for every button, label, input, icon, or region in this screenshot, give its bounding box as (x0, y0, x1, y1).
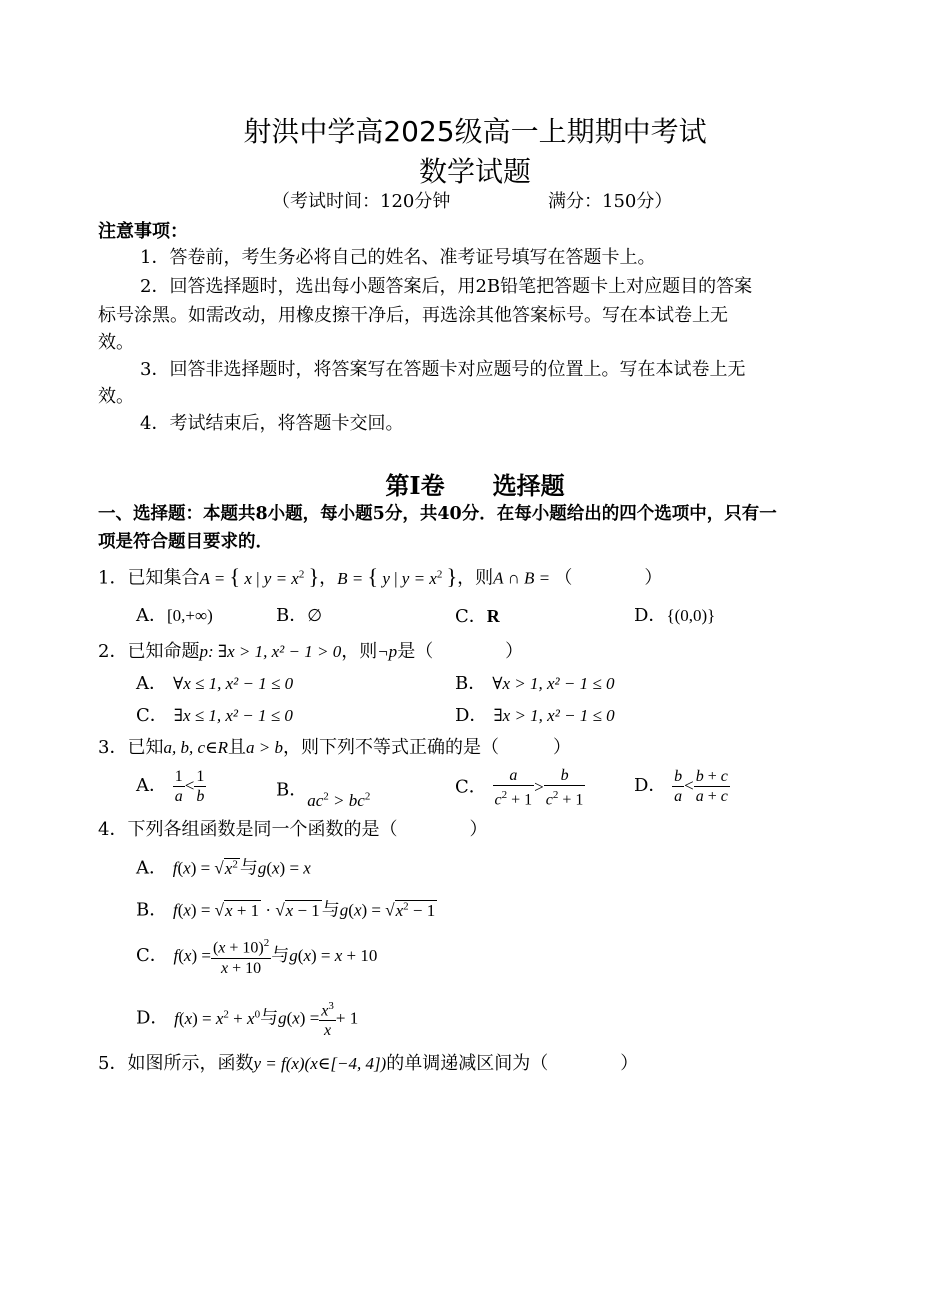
note-item-2-cont: 标号涂黑。如需改动，用橡皮擦干净后，再选涂其他答案标号。写在本试卷上无 (98, 305, 728, 326)
exam-subtitle: 数学试题 (418, 155, 531, 188)
q1-option-b: B．∅ (276, 605, 323, 626)
q1-set-b: B = { y | $y = x^2$ } (337, 563, 458, 589)
question-3: 3．已知a, b, c∈R且a > b，则下列不等式正确的是（ ） (98, 737, 571, 758)
section-instructions: 一、选择题：本题共8小题，每小题5分，共40分．在每小题给出的四个选项中，只有一 (98, 504, 777, 524)
q2-prefix: 2．已知命题 (98, 641, 200, 662)
question-1: 1．已知集合A = { x | $y = x^2$ }，B = { y | $y = x^2$ }，则A ∩ B = （ ） (98, 563, 663, 589)
q3-option-c: C． $\frac{a}{c^2 + 1}$ > $\frac{b}{c^2 + 1}$ (455, 767, 584, 809)
q1-intersection: A ∩ B = (493, 568, 555, 588)
q1-paren: （ ） (554, 567, 663, 589)
note-item-3-end: 效。 (98, 386, 134, 407)
q2-option-a: A． ∀x ≤ 1, x² − 1 ≤ 0 (136, 673, 294, 694)
q4-option-c: C． f(x) = $\frac{(x + 10)^2}{x + 10}$ 与g(x) = x + 10 (136, 932, 377, 980)
q4-option-d: D． $f(x) = x^2 + x^0$与g(x) = $\frac{x^3}{x}$ + 1 (136, 990, 358, 1043)
note-item-1: 1．答卷前，考生务必将自己的姓名、准考证号填写在答题卡上。 (140, 247, 656, 268)
q2-option-b: B． ∀x > 1, x² − 1 ≤ 0 (455, 673, 615, 694)
q1-prefix: 1．已知集合 (98, 567, 200, 589)
note-item-2-end: 效。 (98, 332, 134, 353)
exam-time: （考试时间：120分钟 (272, 191, 451, 212)
exam-title: 射洪中学高2025级高一上期期中考试 (243, 115, 707, 148)
q2-proposition: p: ∃x > 1, x² − 1 > 0 (199, 642, 342, 661)
q1-option-c: C．R (455, 606, 500, 627)
q3-option-b: B．$ac^2 > bc^2$ (276, 779, 371, 810)
q3-vars: a, b, c∈R (163, 738, 228, 757)
full-score: 满分：150分） (548, 191, 673, 212)
q2-option-c: C． ∃x ≤ 1, x² − 1 ≤ 0 (136, 705, 293, 726)
q4-option-a: A． $f(x) = √x^2$ 与g(x) = x (136, 857, 311, 879)
note-item-3: 3．回答非选择题时，将答案写在答题卡对应题号的位置上。写在本试卷上无 (140, 359, 746, 380)
q3-option-d: D． $\frac{b}{a}$ < $\frac{b + c}{a + c}$ (634, 767, 728, 805)
q4-option-b: B． f(x) = √x + 1 · √x − 1 与$g(x) = √x^2 - 1$ (136, 899, 436, 921)
section-instructions-cont: 项是符合题目要求的． (98, 532, 273, 552)
notes-heading: 注意事项： (98, 221, 188, 242)
q2-negation: ¬p (377, 642, 398, 661)
q1-option-d: D．{(0,0)} (634, 605, 716, 626)
q1-option-a: A．[0,+∞) (136, 605, 213, 626)
question-5: 5．如图所示，函数y = f(x)(x∈[−4, 4])的单调递减区间为（ ） (98, 1053, 639, 1074)
q3-condition: a > b (245, 738, 283, 757)
q3-option-a: A． $\frac{1}{a}$ < $\frac{1}{b}$ (136, 767, 205, 805)
note-item-4: 4．考试结束后，将答题卡交回。 (140, 413, 404, 434)
section-heading: 第Ⅰ卷 选择题 (385, 471, 565, 500)
note-item-2: 2．回答选择题时，选出每小题答案后，用2B铅笔把答题卡上对应题目的答案 (140, 276, 753, 297)
q1-then: ，则 (457, 567, 494, 589)
question-2: 2．已知命题p: ∃x > 1, x² − 1 > 0，则¬p是（ ） (98, 641, 524, 662)
question-4: 4．下列各组函数是同一个函数的是（ ） (98, 819, 488, 840)
q2-option-d: D． ∃x > 1, x² − 1 ≤ 0 (455, 705, 615, 726)
q1-set-a: A = { x | $y = x^2$ } (199, 563, 320, 589)
q5-function: y = f(x)(x∈[−4, 4]) (253, 1054, 387, 1073)
